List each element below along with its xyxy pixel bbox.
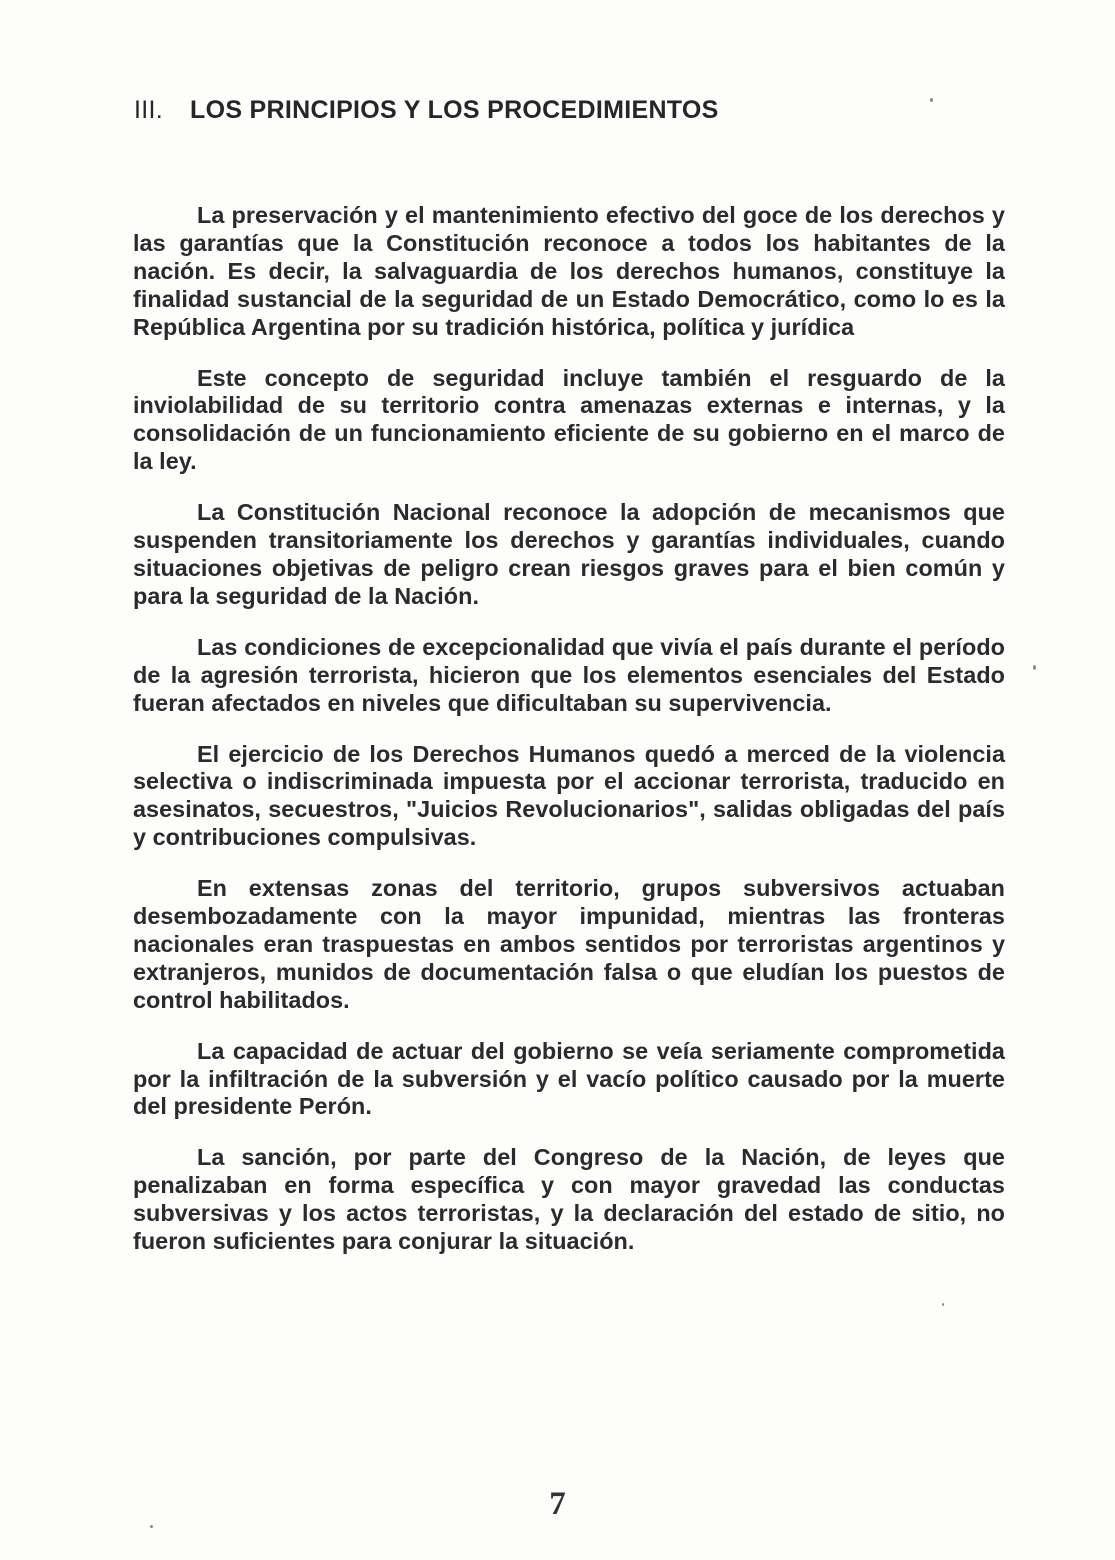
section-number: III. [134, 96, 163, 124]
section-heading [134, 96, 719, 125]
scan-speck [930, 98, 933, 102]
section-title: LOS PRINCIPIOS Y LOS PROCEDIMIENTOS [190, 96, 719, 124]
paragraph: Las condiciones de excepcionalidad que vivía el país durante el período de la agresión terrorista, hicieron que los elementos esenciales del Estado fueran afectados en niveles que dificultaban su supervivencia. [133, 633, 1005, 716]
paragraph: El ejercicio de los Derechos Humanos quedó a merced de la violencia selectiva o indiscriminada impuesta por el accionar terrorista, traducido en asesinatos, secuestros, "Juicios Revolucionarios", salidas obligadas del país y contribuciones compulsivas. [133, 740, 1005, 851]
scan-speck [150, 1525, 153, 1528]
paragraph: La preservación y el mantenimiento efectivo del goce de los derechos y las garantías que la Constitución reconoce a todos los habitantes de la nación. Es decir, la salvaguardia de los derechos humanos, constituye la finalidad sustancial de la seguridad de un Estado Democrático, como lo es la República Argentina por su tradición histórica, política y jurídica [133, 202, 1005, 340]
paragraph: En extensas zonas del territorio, grupos subversivos actuaban desembozadamente con la mayor impunidad, mientras las fronteras nacionales eran traspuestas en ambos sentidos por terroristas argentinos y extranjeros, munidos de documentación falsa o que eludían los puestos de control habilitados. [133, 875, 1005, 1013]
body-text [133, 202, 1005, 1279]
scan-speck [1033, 665, 1036, 670]
paragraph: La Constitución Nacional reconoce la adopción de mecanismos que suspenden transitoriamente los derechos y garantías individuales, cuando situaciones objetivas de peligro crean riesgos graves para el bien común y para la seguridad de la Nación. [133, 499, 1005, 609]
scan-speck [942, 1303, 944, 1306]
paragraph: La capacidad de actuar del gobierno se veía seriamente comprometida por la infiltración de la subversión y el vacío político causado por la muerte del presidente Perón. [133, 1037, 1005, 1120]
paragraph: La sanción, por parte del Congreso de la Nación, de leyes que penalizaban en forma específica y con mayor gravedad las conductas subversivas y los actos terroristas, y la declaración del estado de sitio, no fueron suficientes para conjurar la situación. [133, 1144, 1005, 1255]
page-number: 7 [549, 1486, 566, 1522]
paragraph: Este concepto de seguridad incluye también el resguardo de la inviolabilidad de su territorio contra amenazas externas e internas, y la consolidación de un funcionamiento eficiente de su gobierno en el marco de la ley. [133, 364, 1005, 475]
